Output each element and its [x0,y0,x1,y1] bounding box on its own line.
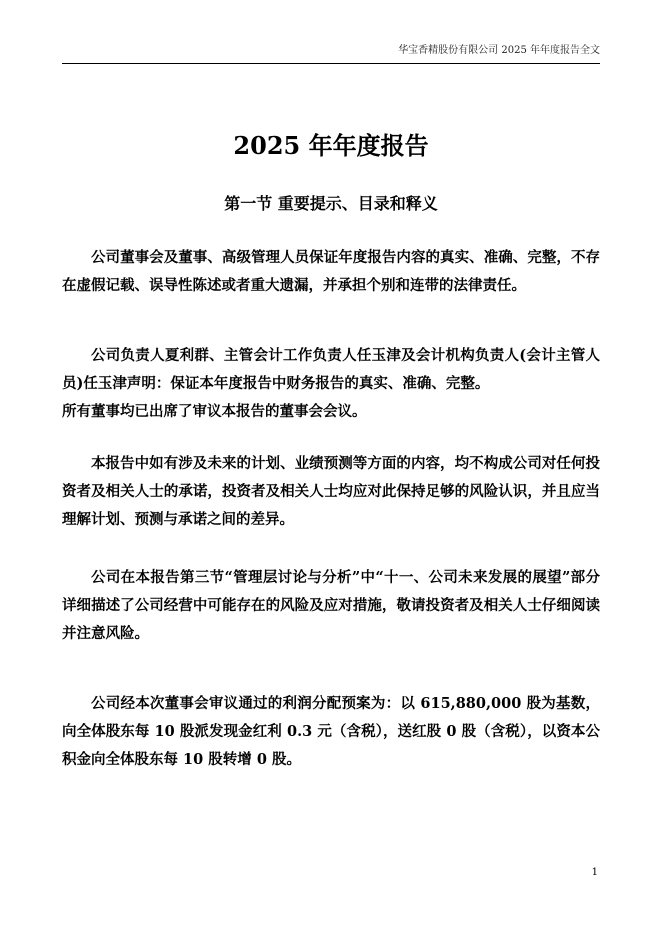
paragraph-board-guarantee: 公司董事会及董事、高级管理人员保证年度报告内容的真实、准确、完整，不存在虚假记载、误导性陈述或者重大遗漏，并承担个别和连带的法律责任。 [62,249,600,294]
paragraph-responsible-persons: 公司负责人夏利群、主管会计工作负责人任玉津及会计机构负责人(会计主管人员)任玉津声明：保证本年度报告中财务报告的真实、准确、完整。 [62,347,600,392]
paragraph-directors-attendance: 所有董事均已出席了审议本报告的董事会会议。 [62,403,367,420]
paragraph-forward-looking: 本报告中如有涉及未来的计划、业绩预测等方面的内容，均不构成公司对任何投资者及相关人士的承诺，投资者及相关人士均应对此保持足够的风险认识，并且应当理解计划、预测与承诺之间的差异。 [62,455,600,528]
report-title: 2025 年年度报告 [233,131,429,160]
page-number: 1 [591,867,598,878]
paragraph-profit-distribution: 公司经本次董事会审议通过的利润分配预案为：以 615,880,000 股为基数，向全体股东每 10 股派发现金红利 0.3 元（含税），送红股 0 股（含税），以资本公积金向全体股东每 10 股转增 0 股。 [62,695,600,768]
running-header: 华宝香精股份有限公司 2025 年年度报告全文 [62,44,600,64]
section-title: 第一节 重要提示、目录和释义 [224,194,438,213]
paragraph-risk-notice: 公司在本报告第三节“管理层讨论与分析”中“十一、公司未来发展的展望”部分详细描述了公司经营中可能存在的风险及应对措施，敬请投资者及相关人士仔细阅读并注意风险。 [62,569,600,642]
